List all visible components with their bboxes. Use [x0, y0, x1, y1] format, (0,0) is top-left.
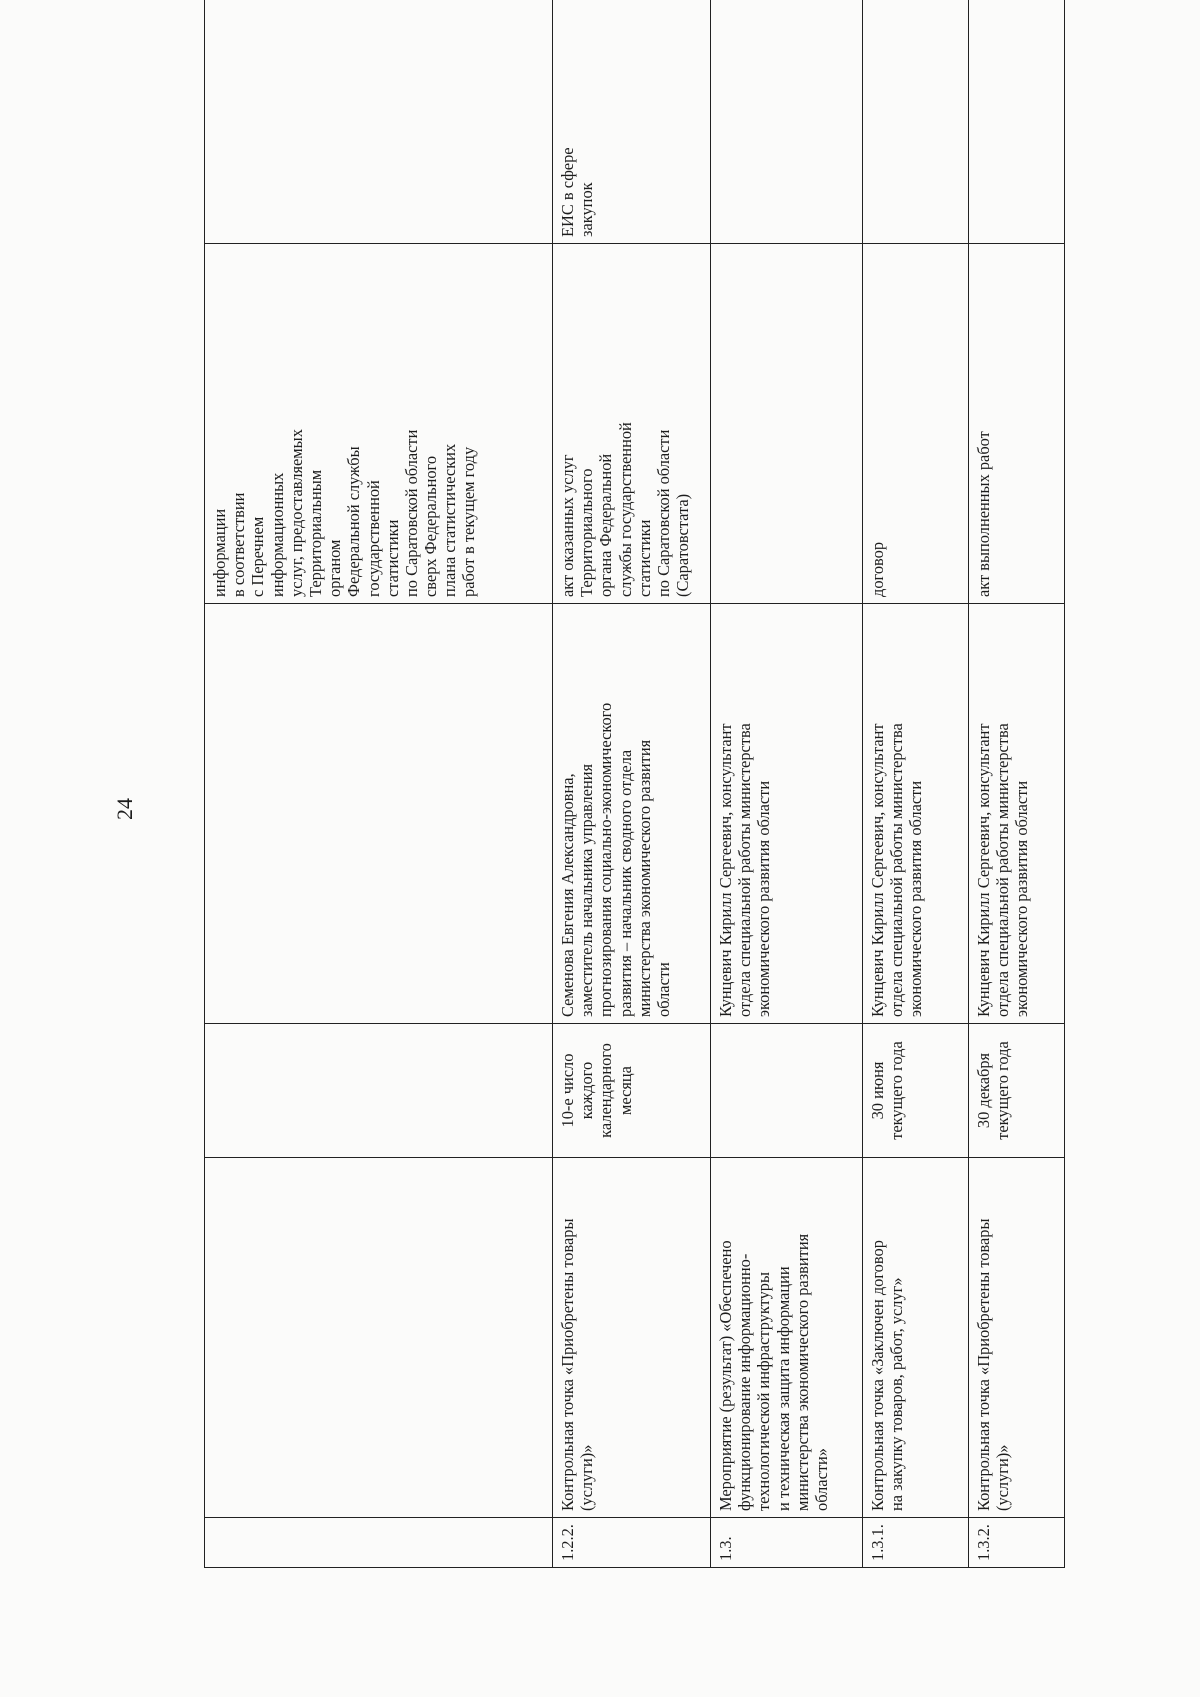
- deadline-cell: [205, 1024, 553, 1158]
- information-system-cell: [553, 0, 711, 244]
- cell-text-line: технологической инфраструктуры: [754, 1272, 774, 1511]
- control-points-table: [204, 0, 1065, 1568]
- deadline-cell: [553, 1024, 711, 1158]
- cell-text-line: закупок: [577, 182, 597, 237]
- cell-text-line: заместитель начальника управления: [577, 763, 597, 1017]
- cell-text-line: ЕИС в сфере: [558, 147, 577, 237]
- confirming-document-cell: [553, 244, 711, 604]
- cell-text-line: с Перечнем: [248, 516, 268, 597]
- event-name-cell: [711, 1158, 863, 1518]
- table-row: [205, 0, 553, 1568]
- cell-text-line: области: [653, 962, 673, 1017]
- cell-text-line: текущего года: [993, 1041, 1013, 1140]
- cell-text-line: плана статистических: [440, 443, 460, 597]
- cell-text-line: государственной: [363, 480, 383, 597]
- row-number-cell: [205, 1518, 553, 1568]
- cell-text-line: работ в текущем году: [459, 446, 479, 597]
- cell-text: 1.3.2.: [974, 1524, 993, 1561]
- cell-text-line: статистики: [634, 519, 654, 597]
- cell-text-line: календарного: [596, 1043, 616, 1138]
- cell-text-line: акт выполненных работ: [974, 431, 993, 597]
- cell-text: 1.3.1.: [868, 1524, 887, 1561]
- cell-text-line: (услуги)»: [993, 1444, 1013, 1511]
- deadline-cell: [969, 1024, 1065, 1158]
- cell-text-line: на закупку товаров, работ, услуг»: [887, 1277, 907, 1511]
- table-row: [969, 0, 1065, 1568]
- confirming-document-cell: [863, 244, 969, 604]
- cell-text: 1.3.: [716, 1536, 735, 1561]
- cell-text-line: в соответствии: [229, 492, 249, 597]
- cell-text-line: Территориального: [577, 468, 597, 597]
- row-number-cell: [553, 1518, 711, 1568]
- page-number: 24: [112, 798, 137, 820]
- table-row: [553, 0, 711, 1568]
- cell-text-line: 10-е число: [558, 1053, 577, 1128]
- cell-text-line: Кунцевич Кирилл Сергеевич, консультант: [868, 723, 887, 1017]
- deadline-cell: [863, 1024, 969, 1158]
- cell-text-line: статистики: [382, 519, 402, 597]
- table-body: [205, 0, 1065, 1568]
- cell-text-line: каждого: [577, 1061, 597, 1120]
- responsible-person-cell: [205, 604, 553, 1024]
- cell-text-line: Контрольная точка «Заключен договор: [868, 1240, 887, 1511]
- cell-text-line: 30 декабря: [974, 1052, 993, 1129]
- cell-text-line: по Саратовской области: [653, 429, 673, 597]
- confirming-document-cell: [205, 244, 553, 604]
- cell-text-line: Контрольная точка «Приобретены товары: [974, 1218, 993, 1511]
- cell-text-line: Кунцевич Кирилл Сергеевич, консультант: [716, 723, 735, 1017]
- rotated-table-container: [204, 0, 1064, 1568]
- cell-text-line: развития – начальник сводного отдела: [615, 749, 635, 1017]
- row-number-cell: [863, 1518, 969, 1568]
- cell-text-line: информационных: [267, 472, 287, 597]
- cell-text-line: отдела специальной работы министерства: [887, 723, 907, 1017]
- cell-text-line: месяца: [615, 1066, 635, 1115]
- confirming-document-cell: [711, 244, 863, 604]
- cell-text-line: Семенова Евгения Александровна,: [558, 773, 577, 1017]
- table-row: [863, 0, 969, 1568]
- cell-text-line: функционирование информационно-: [735, 1253, 755, 1511]
- cell-text-line: Мероприятие (результат) «Обеспечено: [716, 1240, 735, 1511]
- information-system-cell: [969, 0, 1065, 244]
- cell-text-line: 30 июня: [868, 1061, 887, 1120]
- cell-text-line: отдела специальной работы министерства: [735, 723, 755, 1017]
- cell-text-line: услуг, предоставляемых: [286, 429, 306, 597]
- cell-text-line: договор: [868, 541, 887, 597]
- cell-text-line: министерства экономического развития: [634, 739, 654, 1017]
- cell-text-line: текущего года: [887, 1041, 907, 1140]
- responsible-person-cell: [711, 604, 863, 1024]
- cell-text-line: службы государственной: [615, 422, 635, 597]
- cell-text-line: экономического развития области: [754, 780, 774, 1017]
- row-number-cell: [969, 1518, 1065, 1568]
- cell-text-line: органа Федеральной: [596, 453, 616, 597]
- cell-text-line: (услуги)»: [577, 1444, 597, 1511]
- cell-text-line: (Саратовстата): [673, 493, 693, 597]
- responsible-person-cell: [553, 604, 711, 1024]
- cell-text-line: Кунцевич Кирилл Сергеевич, консультант: [974, 723, 993, 1017]
- cell-text-line: акт оказанных услуг: [558, 454, 577, 597]
- cell-text-line: экономического развития области: [906, 780, 926, 1017]
- cell-text-line: экономического развития области: [1012, 780, 1032, 1017]
- responsible-person-cell: [969, 604, 1065, 1024]
- cell-text-line: по Саратовской области: [401, 429, 421, 597]
- confirming-document-cell: [969, 244, 1065, 604]
- cell-text-line: Федеральной службы: [344, 446, 364, 597]
- event-name-cell: [553, 1158, 711, 1518]
- event-name-cell: [205, 1158, 553, 1518]
- cell-text: 1.2.2.: [558, 1524, 577, 1561]
- cell-text-line: информации: [210, 508, 229, 597]
- event-name-cell: [969, 1158, 1065, 1518]
- information-system-cell: [711, 0, 863, 244]
- row-number-cell: [711, 1518, 863, 1568]
- responsible-person-cell: [863, 604, 969, 1024]
- information-system-cell: [863, 0, 969, 244]
- cell-text-line: прогнозирования социально-экономического: [596, 702, 616, 1017]
- cell-text-line: Контрольная точка «Приобретены товары: [558, 1218, 577, 1511]
- table-row: [711, 0, 863, 1568]
- information-system-cell: [205, 0, 553, 244]
- cell-text-line: области»: [811, 1448, 831, 1511]
- cell-text-line: Территориальным: [305, 469, 325, 597]
- event-name-cell: [863, 1158, 969, 1518]
- cell-text-line: органом: [325, 539, 345, 597]
- cell-text-line: сверх Федерального: [421, 455, 441, 597]
- deadline-cell: [711, 1024, 863, 1158]
- cell-text-line: отдела специальной работы министерства: [993, 723, 1013, 1017]
- cell-text-line: министерства экономического развития: [792, 1233, 812, 1511]
- cell-text-line: и техническая защита информации: [773, 1266, 793, 1511]
